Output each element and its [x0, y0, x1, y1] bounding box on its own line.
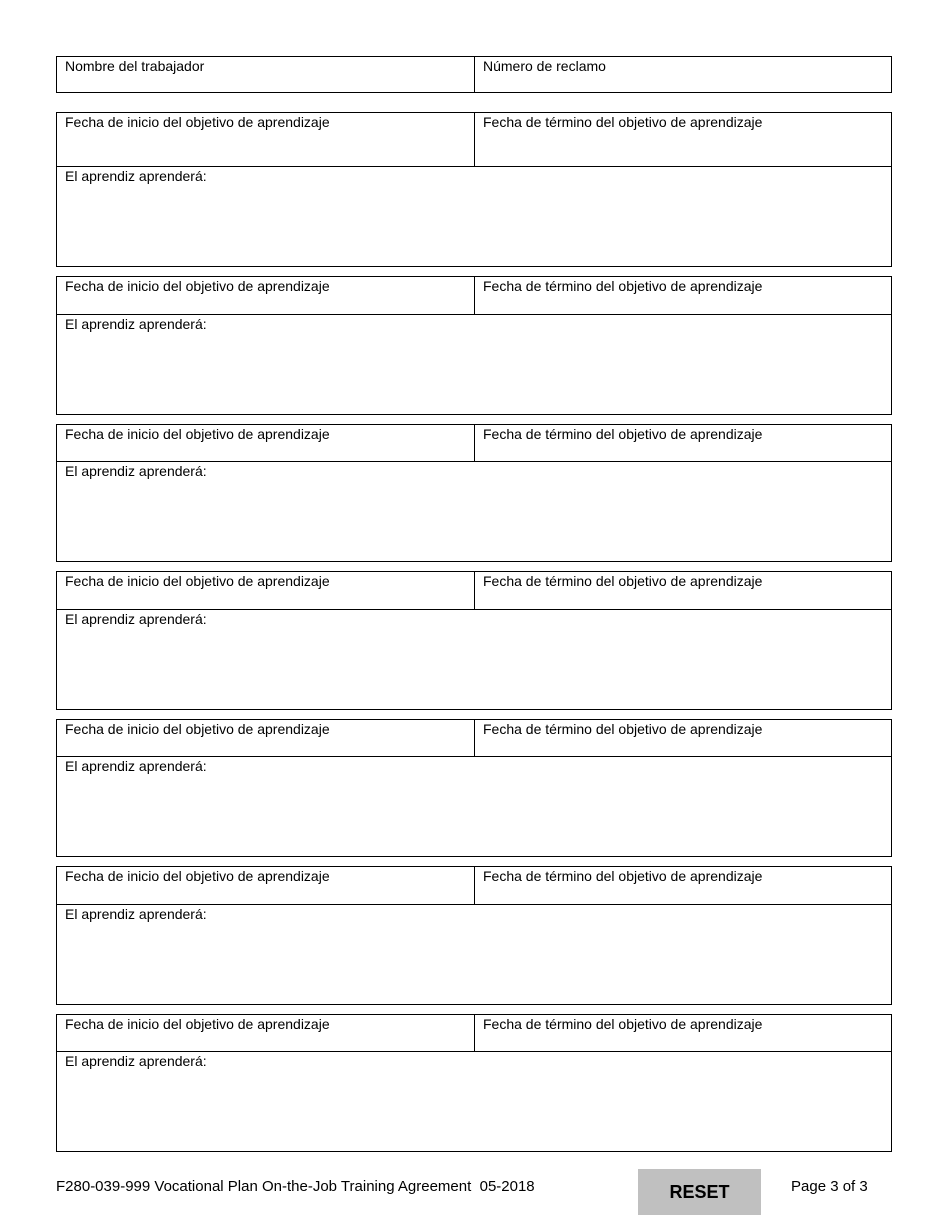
objective-learn-field[interactable] — [57, 904, 891, 1004]
form-id: F280-039-999 Vocational Plan On-the-Job Training Agreement 05-2018 — [56, 1178, 535, 1195]
objective-end-date-label: Fecha de término del objetivo de aprendizaje — [483, 868, 763, 884]
objective-end-date-field[interactable] — [475, 1015, 891, 1051]
objective-start-date-field[interactable] — [57, 113, 475, 166]
objective-end-date-label: Fecha de término del objetivo de aprendizaje — [483, 278, 763, 294]
objective-learn-label: El aprendiz aprenderá: — [65, 758, 207, 774]
objective-start-date-label: Fecha de inicio del objetivo de aprendizaje — [65, 1016, 330, 1032]
objective-learn-label: El aprendiz aprenderá: — [65, 906, 207, 922]
worker-name-label: Nombre del trabajador — [65, 58, 205, 74]
objective-end-date-field[interactable] — [475, 425, 891, 461]
objective-block — [56, 276, 892, 415]
objective-start-date-field[interactable] — [57, 425, 475, 461]
objective-block — [56, 424, 892, 562]
objective-start-date-label: Fecha de inicio del objetivo de aprendizaje — [65, 114, 330, 130]
objective-start-date-field[interactable] — [57, 867, 475, 904]
objective-learn-label: El aprendiz aprenderá: — [65, 316, 207, 332]
objective-start-date-field[interactable] — [57, 277, 475, 314]
objective-start-date-field[interactable] — [57, 572, 475, 609]
objective-end-date-field[interactable] — [475, 867, 891, 904]
objective-start-date-field[interactable] — [57, 720, 475, 756]
objective-start-date-field[interactable] — [57, 1015, 475, 1051]
worker-info-box — [56, 56, 892, 93]
worker-name-field[interactable] — [57, 57, 475, 92]
objective-learn-label: El aprendiz aprenderá: — [65, 463, 207, 479]
objective-block — [56, 571, 892, 710]
objective-learn-field[interactable] — [57, 1051, 891, 1151]
page-number: Page 3 of 3 — [791, 1178, 868, 1195]
objective-start-date-label: Fecha de inicio del objetivo de aprendizaje — [65, 426, 330, 442]
objective-block — [56, 719, 892, 857]
objective-learn-field[interactable] — [57, 314, 891, 414]
claim-number-label: Número de reclamo — [483, 58, 606, 74]
objective-start-date-label: Fecha de inicio del objetivo de aprendizaje — [65, 721, 330, 737]
objective-start-date-label: Fecha de inicio del objetivo de aprendizaje — [65, 573, 330, 589]
objective-start-date-label: Fecha de inicio del objetivo de aprendizaje — [65, 868, 330, 884]
reset-button[interactable]: RESET — [638, 1169, 761, 1215]
objective-block — [56, 112, 892, 267]
objective-block — [56, 866, 892, 1005]
objective-learn-label: El aprendiz aprenderá: — [65, 1053, 207, 1069]
objective-end-date-label: Fecha de término del objetivo de aprendizaje — [483, 114, 763, 130]
objective-end-date-field[interactable] — [475, 113, 891, 166]
claim-number-field[interactable] — [475, 57, 891, 92]
objective-learn-label: El aprendiz aprenderá: — [65, 611, 207, 627]
objective-learn-field[interactable] — [57, 756, 891, 856]
objective-end-date-field[interactable] — [475, 720, 891, 756]
objective-learn-field[interactable] — [57, 461, 891, 561]
objective-end-date-label: Fecha de término del objetivo de aprendizaje — [483, 721, 763, 737]
objective-end-date-field[interactable] — [475, 572, 891, 609]
objective-learn-label: El aprendiz aprenderá: — [65, 168, 207, 184]
objective-end-date-label: Fecha de término del objetivo de aprendizaje — [483, 1016, 763, 1032]
objective-start-date-label: Fecha de inicio del objetivo de aprendizaje — [65, 278, 330, 294]
objective-learn-field[interactable] — [57, 609, 891, 709]
objective-end-date-field[interactable] — [475, 277, 891, 314]
objective-block — [56, 1014, 892, 1152]
objective-learn-field[interactable] — [57, 166, 891, 266]
objective-end-date-label: Fecha de término del objetivo de aprendizaje — [483, 426, 763, 442]
objective-end-date-label: Fecha de término del objetivo de aprendizaje — [483, 573, 763, 589]
